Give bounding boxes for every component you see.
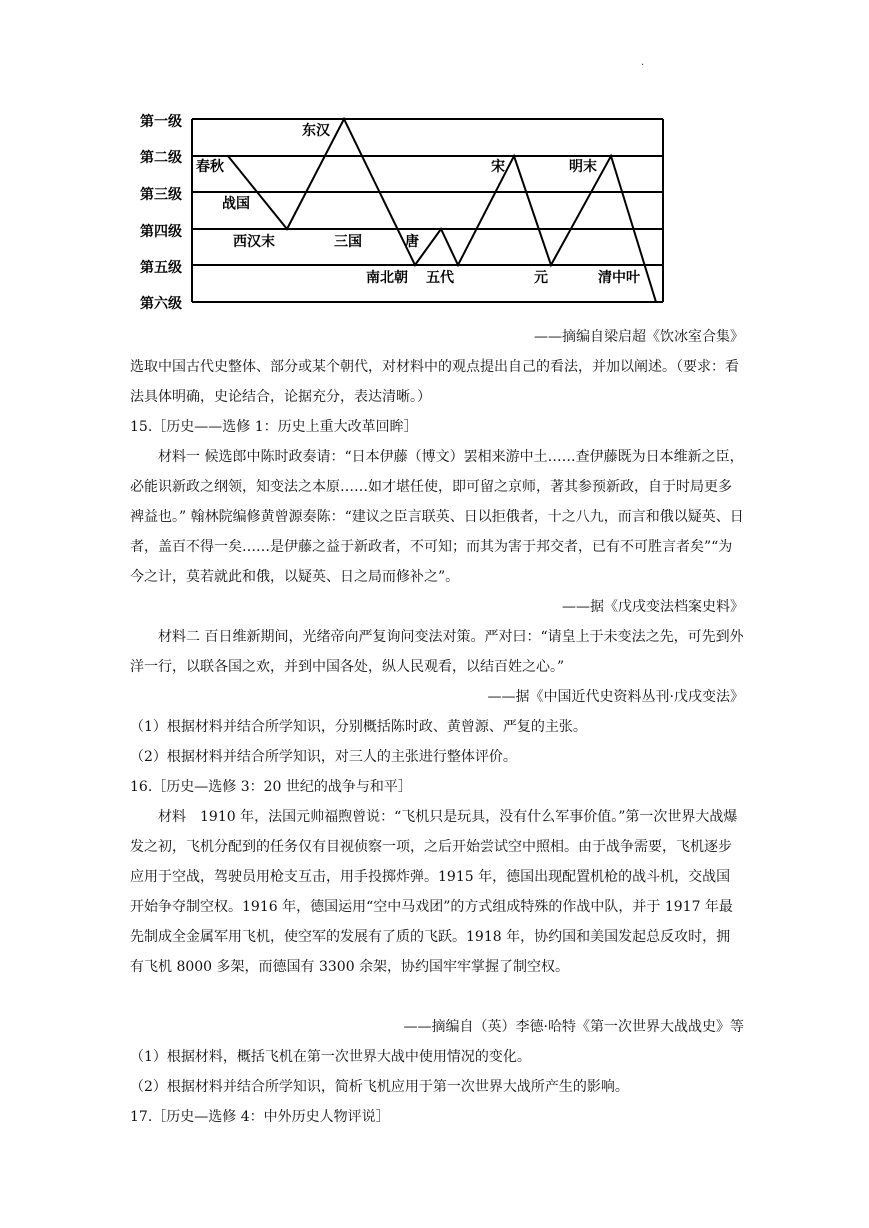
question-16-title: 16.［历史—选修 3：20 世纪的战争与和平］: [130, 779, 412, 795]
level-label: 第三级: [140, 187, 182, 203]
dynasty-label: 明末: [569, 159, 597, 175]
question-15-title: 15.［历史——选修 1：历史上重大改革回眸］: [130, 419, 418, 435]
page-dot: ·: [641, 60, 645, 71]
q16-sub-2: （2）根据材料并结合所学知识，简析飞机应用于第一次世界大战所产生的影响。: [130, 1079, 629, 1095]
dynasty-label: 三国: [334, 234, 362, 250]
dynasty-level-diagram: [0, 0, 869, 320]
dynasty-label: 宋: [491, 159, 505, 175]
dynasty-label: 唐: [405, 234, 419, 250]
dynasty-label: 西汉末: [233, 234, 275, 250]
dynasty-label: 东汉: [302, 123, 330, 139]
dynasty-label: 五代: [426, 270, 454, 286]
question-17-title: 17.［历史—选修 4：中外历史人物评说］: [130, 1109, 390, 1125]
dynasty-label: 清中叶: [598, 270, 640, 286]
source-line: ——摘编自梁启超《饮冰室合集》: [534, 329, 744, 345]
level-label: 第五级: [140, 260, 182, 276]
source-line: ——据《戊戌变法档案史料》: [562, 599, 744, 615]
source-line: ——据《中国近代史资料丛刊·戊戌变法》: [487, 689, 744, 705]
q15-sub-1: （1）根据材料并结合所学知识，分别概括陈时政、黄曾源、严复的主张。: [130, 719, 587, 735]
level-label: 第一级: [140, 114, 182, 130]
q16-sub-1: （1）根据材料，概括飞机在第一次世界大战中使用情况的变化。: [130, 1049, 531, 1065]
q16-material: 材料 1910 年，法国元帅福煦曾说：“飞机只是玩具，没有什么军事价值。”第一次世界大战爆发之初，飞机分配到的任务仅有目视侦察一项，之后开始尝试空中照相。由于战争需要，飞机逐步应用于空战，驾驶员用枪支互击，用手投掷炸弹。1915 年，德国出现配置机枪的战斗机，交战国开始争夺制空权。1916 年，德国运用“空中马戏团”的方式组成特殊的作战中队，并于 1917 年最先制成全金属军用飞机，使空军的发展有了质的飞跃。1918 年，协约国和美国发起总反攻时，拥有飞机 8000 多架，而德国有 3300 余架，协约国牢牢掌握了制空权。: [130, 809, 738, 975]
dynasty-label: 战国: [222, 196, 250, 212]
level-label: 第六级: [140, 296, 182, 312]
dynasty-label: 元: [534, 270, 548, 286]
q15-sub-2: （2）根据材料并结合所学知识，对三人的主张进行整体评价。: [130, 749, 517, 765]
q15-material-2: 材料二 百日维新期间，光绪帝向严复询问变法对策。严对曰：“请皇上于未变法之先，可先到外洋一行，以联各国之欢，并到中国各处，纵人民观看，以结百姓之心。”: [130, 629, 744, 675]
dynasty-label: 南北朝: [366, 270, 408, 286]
source-line: ——摘编自（英）李德·哈特《第一次世界大战战史》等: [403, 1019, 744, 1035]
level-label: 第二级: [140, 150, 182, 166]
q15-material-1: 材料一 候选郎中陈时政奏请：“日本伊藤（博文）罢相来游中土……查伊藤既为日本维新之臣，必能识新政之纲领，知变法之本原……如才堪任使，即可留之京师，著其参预新政，自于时局更多裨益也。” 翰林院编修黄曾源奏陈：“建议之臣言联英、日以拒俄者，十之八九，而言和俄以疑英、日者，盖百不得一矣……是伊藤之益于新政者，不可知；而其为害于邦交者，已有不可胜言者矣”“为今之计，莫若就此和俄，以疑英、日之局而修补之”。: [130, 449, 744, 585]
dynasty-label: 春秋: [196, 159, 224, 175]
task-paragraph: 选取中国古代史整体、部分或某个朝代，对材料中的观点提出自己的看法，并加以阐述。（要求：看法具体明确，史论结合，论据充分，表达清晰。）: [130, 359, 739, 405]
level-label: 第四级: [140, 224, 182, 240]
